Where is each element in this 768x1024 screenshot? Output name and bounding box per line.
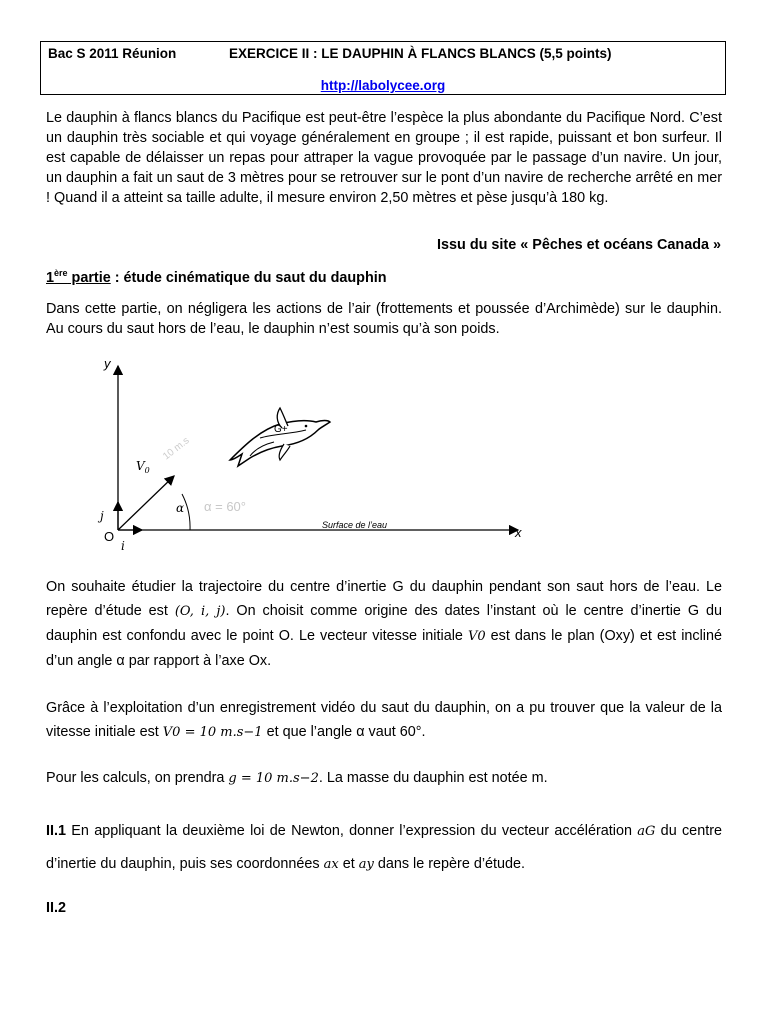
- speed-paragraph: Grâce à l’exploitation d’un enregistrement vidéo du saut du dauphin, on a pu trouver que la valeur de la vitesse initiale est V0 = 10 m.s−1 et que l’angle α vaut 60°.: [46, 700, 722, 740]
- part1-sup: ère: [54, 268, 68, 278]
- question-ii1: II.1 En appliquant la deuxième loi de Newton, donner l’expression du vecteur accélération aG du centre d’inertie du dauphin, puis ses coordonnées ax et ay dans le repère d’étude.: [46, 823, 722, 872]
- i-label: i: [121, 539, 125, 553]
- intro-source: Issu du site « Pêches et océans Canada »: [437, 237, 721, 253]
- part1-num: 1: [46, 269, 55, 286]
- v0-subscript: 0: [144, 466, 150, 475]
- j-label: j: [100, 509, 104, 523]
- v0-inline: V0: [467, 629, 486, 644]
- part1-paragraph: Dans cette partie, on négligera les actions de l’air (frottements et poussée d’Archimède) sur le dauphin. Au cours du saut hors de l’eau, le dauphin n’est soumis qu’à son poids.: [46, 301, 722, 337]
- g-paragraph: Pour les calculs, on prendra g = 10 m.s−2. La masse du dauphin est notée m.: [46, 770, 548, 786]
- dolphin-illustration: [230, 408, 330, 466]
- part1-word: partie: [67, 269, 111, 286]
- v0-equation: V0 = 10 m.s−1: [162, 725, 263, 740]
- alpha-label: α: [176, 501, 185, 515]
- header-box: [40, 41, 726, 95]
- x-label: x: [515, 525, 522, 540]
- part1-title: [46, 268, 387, 286]
- frame-notation: (O, i, j): [174, 604, 226, 619]
- question-ii2-label: II.2: [46, 900, 66, 916]
- g-label: G+: [274, 424, 288, 435]
- y-label: y: [104, 356, 111, 371]
- study-paragraph: On souhaite étudier la trajectoire du centre d’inertie G du dauphin pendant son saut hors de l’eau. Le repère d’étude est (O, i, j). On choisit comme origine des dates l’instant où le centre d’inertie G du dauphin est confondu avec le point O. Le vecteur vitesse initiale V0 est dans le plan (Oxy) et est incliné d’un angle α par rapport à l’axe Ox.: [46, 579, 722, 669]
- v0-vector: [118, 476, 174, 530]
- ag-inline: aG: [637, 824, 656, 839]
- q1-label: II.1: [46, 823, 66, 839]
- intro-paragraph: Le dauphin à flancs blancs du Pacifique est peut-être l’espèce la plus abondante du Pacifique Nord. C’est un dauphin très sociable et qui voyage généralement en groupe ; il est rapide, puissant et bon surfeur. Il est capable de délaisser un repas pour attraper la vague provoquée par le passage d’un navire. Un jour, un dauphin a fait un saut de 3 mètres pour se retrouver sur le pont d’un navire de recherche arrêté en mer ! Quand il a atteint sa taille adulte, il mesure environ 2,50 mètres et pèse jusqu’à 180 kg.: [46, 110, 722, 206]
- v0-label: [136, 459, 150, 475]
- speed-note: 10 m.s: [161, 435, 192, 463]
- g-equation: g = 10 m.s−2: [228, 771, 319, 786]
- ay-inline: ay: [358, 857, 374, 872]
- v0-letter: V: [136, 459, 145, 473]
- part1-rest: : étude cinématique du saut du dauphin: [110, 269, 387, 286]
- origin-label: O: [104, 529, 115, 544]
- ax-inline: ax: [323, 857, 339, 872]
- exam-label: Bac S 2011 Réunion: [48, 46, 177, 61]
- exercise-title: EXERCICE II : LE DAUPHIN À FLANCS BLANCS (5,5 points): [229, 46, 612, 61]
- angle-note: α = 60°: [204, 499, 246, 514]
- surface-label: Surface de l’eau: [322, 520, 388, 530]
- source-link[interactable]: http://labolycee.org: [320, 78, 446, 93]
- jump-diagram: [84, 350, 704, 562]
